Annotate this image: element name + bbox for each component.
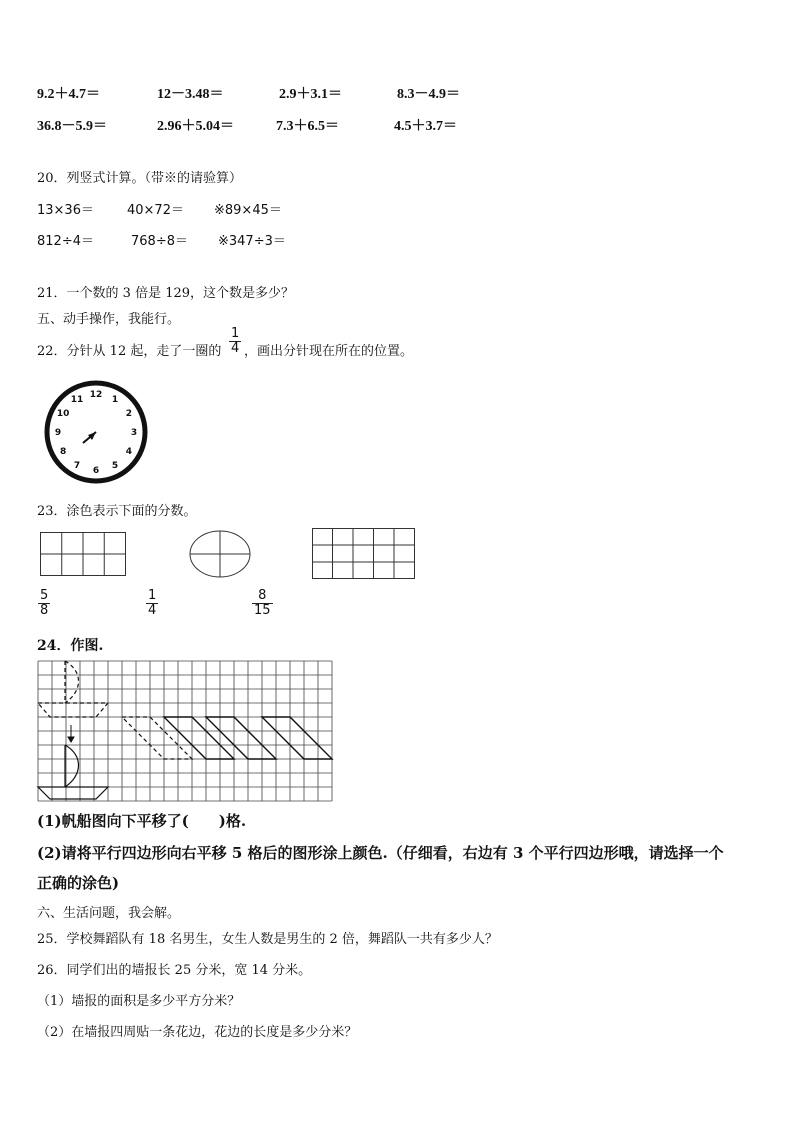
question-24-part-2-line1: (2)请将平行四边形向右平移 5 格后的图形涂上颜色.（仔细看，右边有 3 个平行四边形哦，请选择一个	[37, 844, 724, 862]
question-25: 25．学校舞蹈队有 18 名男生，女生人数是男生的 2 倍，舞蹈队一共有多少人？	[37, 932, 498, 947]
arith-item: 2.9＋3.1＝	[279, 87, 342, 102]
fraction-numerator: 5	[40, 588, 49, 603]
sailboat-solid	[38, 745, 108, 799]
question-21: 21．一个数的 3 倍是 129，这个数是多少？	[37, 286, 295, 301]
arith-item: 4.5＋3.7＝	[394, 119, 457, 134]
vertical-calc-item: ※89×45＝	[214, 203, 282, 218]
section-6-heading: 六、生活问题，我会解。	[37, 906, 181, 921]
parallelogram-option-2[interactable]	[206, 717, 276, 759]
fraction-5-8	[38, 589, 50, 618]
arith-item: 8.3－4.9＝	[397, 87, 460, 102]
clock-number: 2	[125, 409, 133, 419]
question-22-before: 22．分针从 12 起，走了一圈的	[37, 344, 222, 359]
vertical-calc-item: 40×72＝	[127, 203, 184, 218]
clock-number: 4	[125, 447, 133, 457]
arith-item: 9.2＋4.7＝	[37, 87, 100, 102]
question-23-title: 23．涂色表示下面的分数。	[37, 504, 197, 519]
question-22-after: ，画出分针现在所在的位置。	[244, 344, 414, 359]
fraction-denominator: 8	[40, 603, 49, 618]
fraction-quarter	[229, 327, 241, 356]
vertical-calc-item: 768÷8＝	[131, 234, 188, 249]
down-arrow-icon	[68, 725, 74, 742]
ellipse-quarters[interactable]	[188, 530, 258, 582]
clock-number: 8	[59, 447, 67, 457]
fraction-denominator: 4	[231, 341, 240, 356]
rect-grid-15[interactable]	[312, 528, 422, 583]
clock-number: 9	[54, 428, 62, 438]
fraction-numerator: 8	[258, 588, 267, 603]
rect-grid-8[interactable]	[40, 532, 130, 582]
vertical-calc-item: 13×36＝	[37, 203, 94, 218]
question-24-part-2-line2: 正确的涂色)	[37, 874, 120, 892]
question-26-part-1: （1）墙报的面积是多少平方分米？	[37, 994, 241, 1009]
clock-number: 12	[89, 390, 103, 400]
clock-number: 11	[70, 395, 84, 406]
question-20-title: 20．列竖式计算。（带※的请验算）	[37, 171, 243, 186]
clock-number: 7	[73, 460, 81, 471]
parallelogram-option-3[interactable]	[262, 717, 332, 759]
fraction-numerator: 1	[148, 588, 157, 603]
fraction-denominator: 15	[254, 603, 271, 618]
clock-number: 1	[111, 395, 119, 406]
parallelogram-option-1[interactable]	[164, 717, 234, 759]
arith-item: 7.3＋6.5＝	[276, 119, 339, 134]
drawing-grid[interactable]	[38, 661, 340, 801]
vertical-calc-item: 812÷4＝	[37, 234, 94, 249]
section-5-heading: 五、动手操作，我能行。	[37, 312, 181, 327]
vertical-calc-item: ※347÷3＝	[218, 234, 286, 249]
clock-face	[44, 377, 154, 487]
clock-number: 6	[92, 466, 100, 476]
question-26-part-2: （2）在墙报四周贴一条花边，花边的长度是多少分米？	[37, 1025, 358, 1040]
arith-item: 2.96＋5.04＝	[157, 119, 234, 134]
question-22	[37, 340, 221, 359]
question-24-part-1: (1)帆船图向下平移了( )格.	[37, 812, 247, 830]
clock-number: 3	[130, 428, 138, 438]
clock-number: 10	[56, 409, 70, 419]
question-24-title: 24．作图.	[37, 638, 104, 654]
arith-item: 36.8－5.9＝	[37, 119, 107, 134]
fraction-8-15	[252, 589, 273, 618]
clock-number: 5	[111, 460, 119, 471]
parallelogram-dashed	[122, 717, 192, 759]
fraction-numerator: 1	[231, 326, 240, 341]
question-26: 26．同学们出的墙报长 25 分米，宽 14 分米。	[37, 963, 312, 978]
fraction-1-4	[146, 589, 158, 618]
arith-item: 12－3.48＝	[157, 87, 224, 102]
fraction-denominator: 4	[148, 603, 157, 618]
